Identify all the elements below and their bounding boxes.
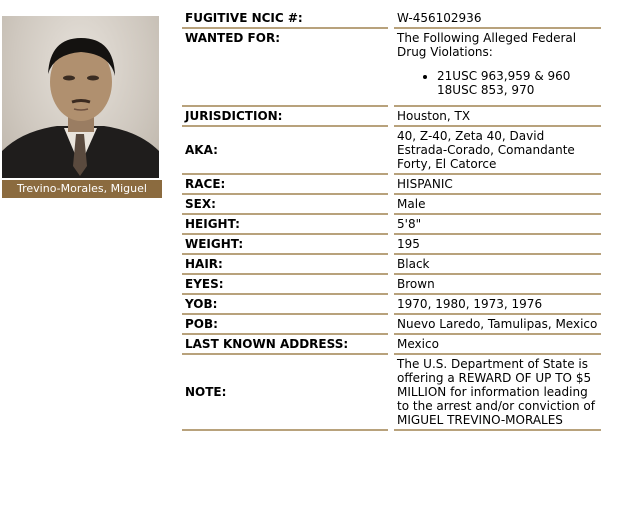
fugitive-details-table xyxy=(182,9,601,431)
field-label: WANTED FOR: xyxy=(182,28,391,106)
field-value-note: The U.S. Department of State is offering a REWARD OF UP TO $5 MILLION for information leading to the arrest and/or conviction of MIGUEL TREVINO-MORALES xyxy=(391,354,601,430)
table-row xyxy=(182,314,601,334)
field-label: HEIGHT: xyxy=(182,214,391,234)
portrait-image xyxy=(2,16,159,178)
field-label: FUGITIVE NCIC #: xyxy=(182,9,391,28)
photo-caption: Trevino-Morales, Miguel xyxy=(2,180,162,198)
table-row xyxy=(182,9,601,28)
table-row xyxy=(182,174,601,194)
table-row xyxy=(182,214,601,234)
field-label: NOTE: xyxy=(182,354,391,430)
field-value: HISPANIC xyxy=(391,174,601,194)
table-row xyxy=(182,274,601,294)
field-label: HAIR: xyxy=(182,254,391,274)
charges-intro: The Following Alleged Federal Drug Violations: xyxy=(397,31,577,59)
field-value: Nuevo Laredo, Tamulipas, Mexico xyxy=(391,314,601,334)
field-value: Brown xyxy=(391,274,601,294)
field-value: W-456102936 xyxy=(391,9,601,28)
field-value: Male xyxy=(391,194,601,214)
table-row xyxy=(182,126,601,174)
field-value-charges xyxy=(391,28,601,106)
table-row xyxy=(182,106,601,126)
table-row xyxy=(182,254,601,274)
field-label: LAST KNOWN ADDRESS: xyxy=(182,334,391,354)
field-label: POB: xyxy=(182,314,391,334)
field-label: EYES: xyxy=(182,274,391,294)
field-value: 195 xyxy=(391,234,601,254)
list-item: • 21USC 963,959 & 960 18USC 853, 970 xyxy=(437,69,598,97)
fugitive-photo-card xyxy=(2,16,162,198)
field-label: SEX: xyxy=(182,194,391,214)
field-label: YOB: xyxy=(182,294,391,314)
table-row xyxy=(182,28,601,106)
field-label: JURISDICTION: xyxy=(182,106,391,126)
field-value: 5'8" xyxy=(391,214,601,234)
violations-list xyxy=(397,69,598,97)
field-value: Black xyxy=(391,254,601,274)
table-row xyxy=(182,234,601,254)
field-label: RACE: xyxy=(182,174,391,194)
table-row xyxy=(182,194,601,214)
table-row xyxy=(182,354,601,430)
field-value: 1970, 1980, 1973, 1976 xyxy=(391,294,601,314)
table-row xyxy=(182,294,601,314)
field-label: AKA: xyxy=(182,126,391,174)
field-value: 40, Z-40, Zeta 40, David Estrada-Corado, Comandante Forty, El Catorce xyxy=(391,126,601,174)
table-row xyxy=(182,334,601,354)
field-label: WEIGHT: xyxy=(182,234,391,254)
fugitive-photo xyxy=(2,16,159,178)
field-value: Mexico xyxy=(391,334,601,354)
field-value: Houston, TX xyxy=(391,106,601,126)
